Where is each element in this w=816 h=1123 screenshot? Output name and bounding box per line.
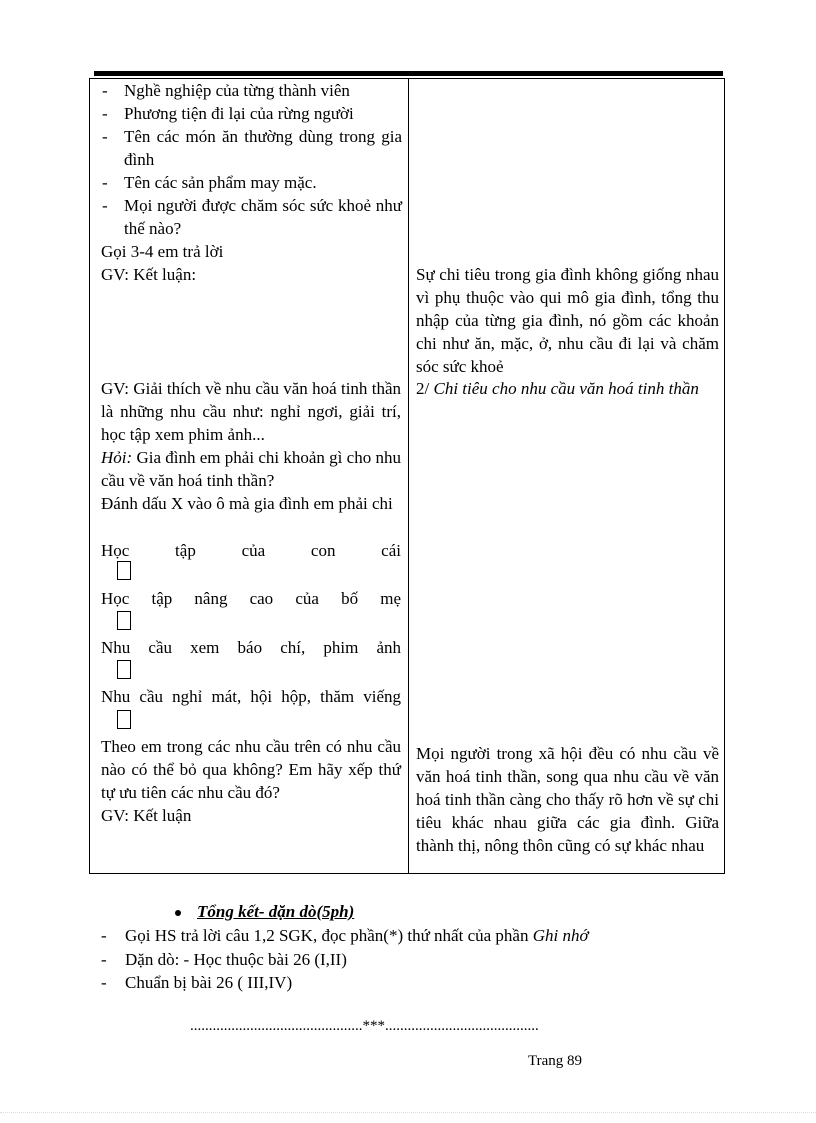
- list-item: [102, 102, 392, 125]
- question-block: [101, 446, 401, 492]
- summary-item: [101, 924, 589, 947]
- section-2-heading: [416, 377, 719, 400]
- conclusion-label: GV: Kết luận: [101, 806, 192, 825]
- checkbox[interactable]: [117, 611, 131, 630]
- summary-item-text: Gọi HS trả lời câu 1,2 SGK, đọc phần(*) thứ nhất của phần Ghi nhớ: [125, 926, 589, 945]
- mark-instruction: Đánh dấu X vào ô mà gia đình em phải chi: [101, 494, 393, 513]
- list-item: [102, 125, 402, 171]
- summary-item: [101, 948, 347, 971]
- bullet-icon: [175, 910, 181, 916]
- checkbox[interactable]: [117, 710, 131, 729]
- summary-heading-text: Tổng kết- dặn dò(5ph): [197, 902, 355, 921]
- call-answer: Gọi 3-4 em trả lời: [101, 242, 224, 261]
- question-text: Gia đình em phải chi khoản gì cho nhu cầu về văn hoá tinh thần?: [101, 448, 401, 490]
- dash-marker: -: [102, 173, 108, 192]
- list-item-text: Tên các món ăn thường dùng trong gia đình: [124, 127, 402, 169]
- checkbox[interactable]: [117, 660, 131, 679]
- list-item-text: Tên các sản phẩm may mặc.: [124, 173, 317, 192]
- list-item: [102, 79, 392, 102]
- cultural-needs-text: Mọi người trong xã hội đều có nhu cầu về văn hoá tinh thần, song qua nhu cầu về văn hoá tinh thần càng cho thấy rõ hơn về sự chi tiêu khác nhau giữa các gia đình. Giữa thành thị, nông thôn cũng có sự khác nhau: [416, 744, 719, 855]
- dash-marker: -: [102, 127, 108, 146]
- page-number: Trang 89: [528, 1053, 583, 1069]
- summary-heading: [175, 902, 354, 922]
- question-label: Hỏi:: [101, 448, 133, 467]
- lesson-table: [89, 78, 725, 874]
- summary-item: [101, 971, 292, 994]
- checkbox-label: Nhu cầu nghỉ mát, hội hộp, thăm viếng: [101, 687, 401, 706]
- dash-marker: -: [101, 926, 107, 945]
- conclusion-label: GV: Kết luận:: [101, 265, 197, 284]
- spending-explanation: Sự chi tiêu trong gia đình không giống nhau vì phụ thuộc vào qui mô gia đình, tổng thu nhập của từng gia đình, nó gồm các khoản chi như ăn, mặc, ở, nhu cầu đi lại và chăm sóc sức khoẻ: [416, 265, 719, 376]
- list-item-text: Mọi người được chăm sóc sức khoẻ như thế nào?: [124, 196, 402, 238]
- checkbox-label: Học tập nâng cao của bố mẹ: [101, 589, 401, 608]
- checkbox-label: Nhu cầu xem báo chí, phim ảnh: [101, 638, 401, 657]
- footer-rule: [0, 1112, 816, 1113]
- list-item-text: Nghề nghiệp của từng thành viên: [124, 81, 350, 100]
- dash-marker: -: [101, 973, 107, 992]
- section-divider: ..............................................***.........................................: [190, 1018, 539, 1034]
- header-rule: [94, 71, 723, 76]
- dash-marker: -: [102, 196, 108, 215]
- explanation-text: GV: Giải thích về nhu cầu văn hoá tinh thần là những nhu cầu như: nghỉ ngơi, giải trí, học tập xem phim ảnh...: [101, 379, 401, 444]
- checkbox[interactable]: [117, 561, 131, 580]
- checkbox-label: Học tập của con cái: [101, 541, 401, 560]
- section-title: Chi tiêu cho nhu cầu văn hoá tinh thần: [429, 379, 699, 398]
- list-item: [102, 194, 402, 240]
- final-question: Theo em trong các nhu cầu trên có nhu cầu nào có thể bỏ qua không? Em hãy xếp thứ tự ưu tiên các nhu cầu đó?: [101, 737, 401, 802]
- column-divider: [408, 79, 409, 873]
- list-item: [102, 171, 392, 194]
- dash-marker: -: [102, 81, 108, 100]
- summary-item-text: Chuẩn bị bài 26 ( III,IV): [125, 973, 293, 992]
- section-number: 2/: [416, 379, 430, 398]
- list-item-text: Phương tiện đi lại của rừng người: [124, 104, 354, 123]
- dash-marker: -: [101, 950, 107, 969]
- summary-item-text: Dặn dò: - Học thuộc bài 26 (I,II): [125, 950, 347, 969]
- dash-marker: -: [102, 104, 108, 123]
